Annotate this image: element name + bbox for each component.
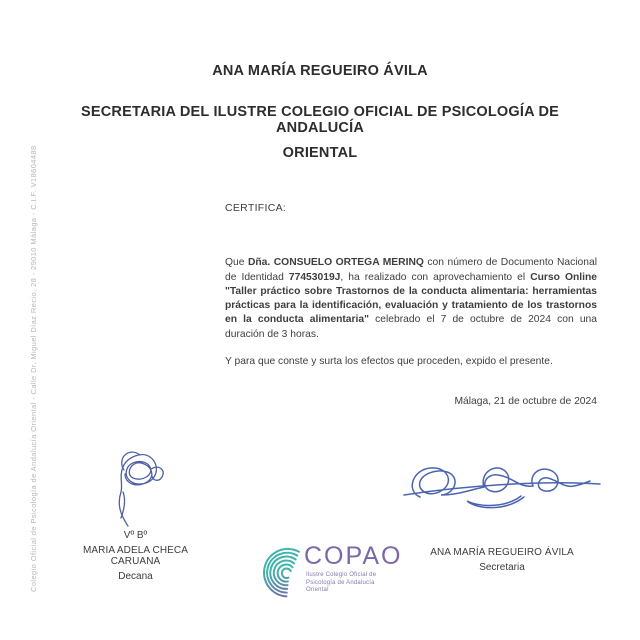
certificate-body-paragraph — [225, 256, 597, 342]
recipient-id-number: 77453019J — [288, 271, 341, 283]
dean-name: MARIA ADELA CHECA CARUANA — [82, 545, 189, 567]
dean-signature-scribble — [88, 448, 183, 528]
copao-tagline-line: Oriental — [306, 587, 329, 593]
header-title-line2: ORIENTAL — [282, 145, 358, 161]
place-and-date: Málaga, 21 de octubre de 2024 — [454, 396, 597, 407]
body-segment: con número de Documento Nacional de Identidad — [225, 257, 598, 283]
dean-role: Decana — [118, 571, 153, 582]
copao-logo-icon — [262, 544, 300, 602]
sidebar-address-text: Colegio Oficial de Psicología de Andalucía Oriental - Calle Dr. Miguel Díaz Recio, 28 - 29010 Málaga - C.I.F. V18604488 — [29, 145, 38, 592]
closing-statement: Y para que conste y surta los efectos que proceden, expido el presente. — [225, 356, 553, 367]
copao-tagline-line: Ilustre Colegio Oficial de — [306, 572, 377, 578]
body-segment: Que — [225, 257, 248, 269]
body-segment: celebrado el 7 de octubre de 2024 con una duración de 3 horas. — [225, 314, 597, 340]
course-title: Curso Online "Taller práctico sobre Trastornos de la conducta alimentaria: herramientas prácticas para la identificación, evaluación y tratamiento de los trastornos en la conducta alimentaria" — [225, 271, 598, 326]
copao-wordmark: COPAO — [304, 542, 403, 570]
body-segment: , ha realizado con aprovechamiento el — [340, 271, 531, 283]
header-secretary-name: ANA MARÍA REGUEIRO ÁVILA — [212, 63, 428, 79]
header-title-line: SECRETARIA DEL ILUSTRE COLEGIO OFICIAL DE PSICOLOGÍA DE ANDALUCÍA — [81, 104, 559, 136]
copao-tagline — [306, 572, 402, 595]
copao-tagline-line: Psicología de Andalucía — [306, 579, 375, 586]
secretary-signature-scribble — [402, 455, 602, 521]
vobo-label: Vº Bº — [123, 530, 148, 541]
dean-signature-block — [63, 448, 208, 582]
secretary-role: Secretaria — [479, 562, 525, 573]
certifies-label: CERTIFICA: — [225, 202, 287, 214]
copao-logo — [262, 544, 402, 602]
copao-logo-text — [304, 544, 402, 595]
recipient-name: Dña. CONSUELO ORTEGA MERINQ — [247, 257, 424, 269]
secretary-signature-block — [402, 455, 602, 573]
secretary-name: ANA MARÍA REGUEIRO ÁVILA — [430, 547, 574, 558]
